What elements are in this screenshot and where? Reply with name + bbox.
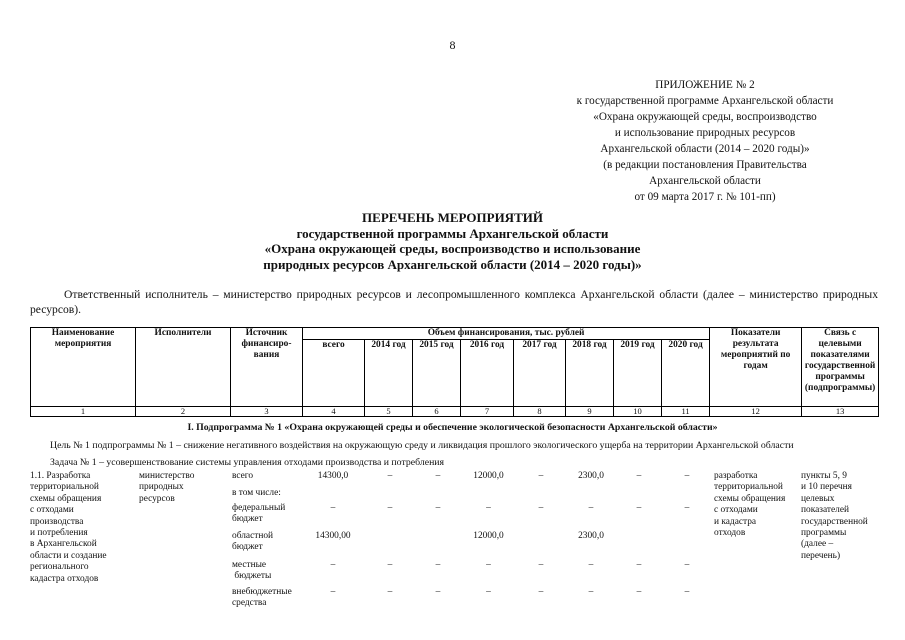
row-indicators — [714, 471, 806, 539]
col-number: 3 — [231, 407, 303, 417]
header-year: 2020 год — [662, 340, 710, 407]
value-total: – — [330, 503, 336, 513]
source-line: местные — [232, 560, 267, 570]
indicator-line: и кадастра — [714, 516, 757, 527]
value-2014: – — [387, 471, 393, 481]
value-2018: – — [588, 587, 594, 597]
title-line: ПЕРЕЧЕНЬ МЕРОПРИЯТИЙ — [362, 210, 543, 225]
col-number: 12 — [710, 407, 802, 417]
header-volume: Объем финансирования, тыс. рублей — [303, 328, 710, 340]
col-number: 11 — [662, 407, 710, 417]
value-2016: – — [486, 587, 491, 597]
row-name-line: территориальной — [30, 482, 99, 493]
col-number: 1 — [31, 407, 136, 417]
title-line: «Охрана окружающей среды, воспроизводство и использование — [264, 241, 641, 256]
link-line: государственной — [801, 516, 868, 527]
source-line: внебюджетные — [232, 587, 292, 597]
row-executor-line: природных — [139, 482, 184, 493]
task-text: Задача № 1 – усовершенствование системы управления отходами производства и потребления — [50, 457, 445, 468]
value-total: – — [330, 560, 336, 570]
header-year: 2017 год — [514, 340, 566, 407]
source-line: бюджет — [232, 542, 263, 553]
value-2020: – — [684, 471, 690, 481]
appendix-line: Архангельской области — [649, 175, 761, 187]
row-name-line: в Архангельской — [30, 539, 97, 550]
header-year: 2015 год — [413, 340, 461, 407]
value-2017: – — [538, 587, 544, 597]
col-number: 5 — [365, 407, 413, 417]
value-2016: 12000,0 — [473, 471, 504, 481]
source-line: областной — [232, 531, 274, 541]
row-name-line: и потребления — [30, 528, 88, 539]
responsible-paragraph: Ответственный исполнитель – министерство природных ресурсов и лесопромышленного комплекса Архангельской области (далее – министерство природных ресурсов). — [30, 288, 878, 316]
source-label — [232, 531, 273, 554]
header-total: всего — [303, 340, 365, 407]
col-number: 7 — [461, 407, 514, 417]
indicator-line: отходов — [714, 528, 746, 539]
header-year: 2019 год — [614, 340, 662, 407]
col-number: 6 — [413, 407, 461, 417]
value-2018: 2300,0 — [578, 531, 604, 541]
value-2019: – — [636, 587, 642, 597]
value-2019: – — [636, 503, 642, 513]
link-line: и 10 перечня — [801, 482, 852, 493]
page-number: 8 — [449, 38, 456, 52]
goal-text: Цель № 1 подпрограммы № 1 – снижение негативного воздействия на окружающую среду и ликвидация прошлого экологического ущерба на территории Архангельской области — [50, 440, 794, 451]
subprogram-title: I. Подпрограмма № 1 «Охрана окружающей среды и обеспечение экологической безопасности Архангельской области» — [187, 422, 718, 433]
header-year: 2018 год — [566, 340, 614, 407]
row-name-line: с отходами — [30, 505, 74, 516]
appendix-line: от 09 марта 2017 г. № 101-пп) — [634, 191, 776, 203]
value-2014: – — [387, 503, 393, 513]
header-name: Наименование мероприятия — [31, 328, 136, 407]
header-link: Связь с целевыми показателями государственной программы (подпрограммы) — [802, 328, 879, 407]
header-indicators: Показатели результата мероприятий по годам — [710, 328, 802, 407]
appendix-line: (в редакции постановления Правительства — [603, 159, 807, 171]
link-line: показателей — [801, 505, 850, 516]
source-line: средства — [232, 598, 267, 609]
value-2015: – — [435, 503, 441, 513]
value-2019: – — [636, 471, 642, 481]
value-total: – — [330, 587, 336, 597]
appendix-line: Архангельской области (2014 – 2020 годы)» — [600, 143, 810, 155]
value-2015: – — [435, 471, 441, 481]
value-2020: – — [684, 503, 690, 513]
source-line: бюджеты — [232, 571, 272, 582]
col-number: 13 — [802, 407, 879, 417]
value-2014: – — [387, 560, 393, 570]
row-link — [801, 471, 879, 562]
row-name-line: регионального — [30, 562, 89, 573]
col-number: 8 — [514, 407, 566, 417]
link-line: программы — [801, 528, 847, 539]
link-line: целевых — [801, 493, 835, 504]
title-line: государственной программы Архангельской области — [296, 225, 609, 241]
row-name-line: кадастра отходов — [30, 573, 99, 584]
appendix-line: ПРИЛОЖЕНИЕ № 2 — [655, 79, 755, 91]
link-line: пункты 5, 9 — [801, 471, 847, 481]
title-line: природных ресурсов Архангельской области (2014 – 2020 годы)» — [263, 256, 642, 272]
source-label: всего — [232, 471, 254, 481]
col-number: 9 — [566, 407, 614, 417]
value-2014: – — [387, 587, 393, 597]
value-total: 14300,0 — [317, 471, 349, 481]
col-number: 2 — [136, 407, 231, 417]
value-2018: 2300,0 — [578, 471, 604, 481]
link-line: перечень) — [801, 550, 841, 561]
value-2017: – — [538, 560, 544, 570]
value-2017: – — [538, 471, 544, 481]
value-2018: – — [588, 503, 594, 513]
appendix-line: к государственной программе Архангельской области — [576, 95, 834, 107]
indicator-line: территориальной — [714, 482, 783, 493]
header-executors: Исполнители — [136, 328, 231, 407]
value-2020: – — [684, 587, 690, 597]
value-total: 14300,00 — [315, 531, 351, 541]
row-name — [30, 471, 138, 585]
document-title — [0, 210, 905, 272]
row-executor — [139, 471, 229, 505]
row-name-line: производства — [30, 516, 84, 527]
indicator-line: разработка — [714, 471, 758, 481]
source-label — [232, 587, 292, 610]
row-executor-line: ресурсов — [139, 493, 175, 504]
header-year: 2014 год — [365, 340, 413, 407]
indicator-line: с отходами — [714, 505, 758, 516]
value-2016: – — [486, 560, 491, 570]
value-2015: – — [435, 587, 441, 597]
value-2015: – — [435, 560, 441, 570]
indicator-line: схемы обращения — [714, 493, 786, 504]
value-2017: – — [538, 503, 544, 513]
source-label — [232, 503, 285, 526]
measures-table-header — [30, 327, 879, 417]
row-executor-line: министерство — [139, 471, 195, 481]
appendix-header — [540, 77, 870, 205]
value-2018: – — [588, 560, 594, 570]
source-label — [232, 560, 271, 583]
appendix-line: и использование природных ресурсов — [614, 127, 796, 139]
value-2019: – — [636, 560, 642, 570]
value-2016: 12000,0 — [473, 531, 504, 541]
row-name-line: схемы обращения — [30, 493, 102, 504]
row-name-line: 1.1. Разработка — [30, 471, 91, 481]
link-line: (далее – — [801, 539, 834, 550]
value-2016: – — [486, 503, 491, 513]
header-year: 2016 год — [461, 340, 514, 407]
row-name-line: области и создание — [30, 550, 107, 561]
header-source: Источник финансиро-вания — [231, 328, 303, 407]
source-line: федеральный — [232, 503, 286, 513]
col-number: 10 — [614, 407, 662, 417]
source-line: бюджет — [232, 514, 263, 525]
source-label: в том числе: — [232, 488, 281, 498]
col-number: 4 — [303, 407, 365, 417]
value-2020: – — [684, 560, 690, 570]
appendix-line: «Охрана окружающей среды, воспроизводство — [593, 111, 817, 123]
